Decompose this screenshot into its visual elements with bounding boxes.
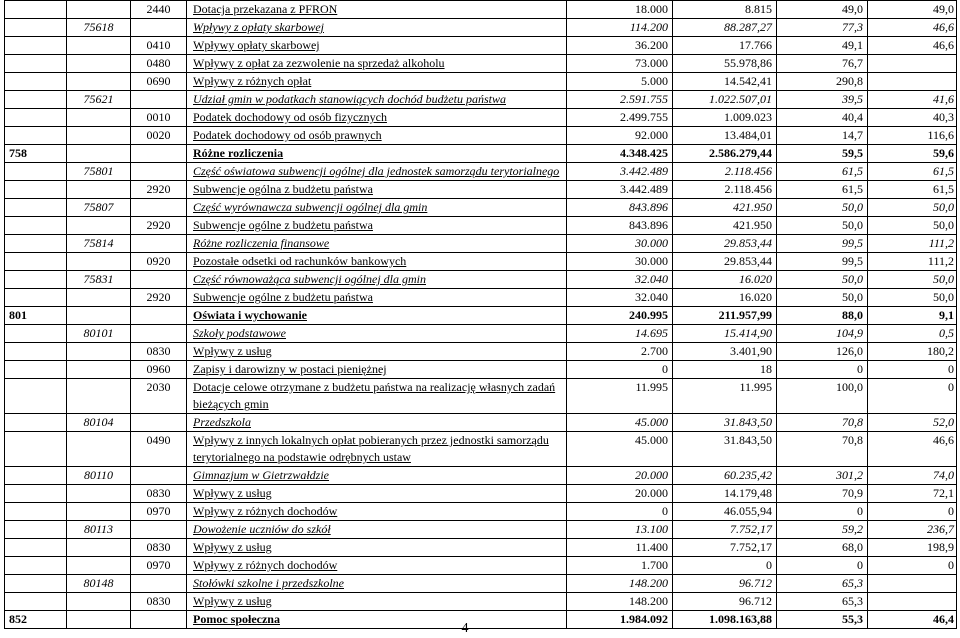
cell-procent-wykonania: 88,0 — [777, 307, 868, 325]
cell-procent-wykonania: 100,0 — [777, 379, 868, 414]
cell-paragraf — [131, 307, 187, 325]
cell-wykonanie: 8.815 — [673, 1, 777, 19]
cell-paragraf: 2920 — [131, 289, 187, 307]
cell-procent-dynamiki: 50,0 — [868, 271, 957, 289]
cell-rozdzial — [67, 73, 131, 91]
cell-wykonanie: 96.712 — [673, 575, 777, 593]
table-row — [5, 307, 957, 325]
cell-nazwa: Dotacja przekazana z PFRON — [187, 1, 567, 19]
cell-rozdzial — [67, 307, 131, 325]
cell-nazwa: Pomoc społeczna — [187, 611, 567, 629]
cell-procent-wykonania: 59,5 — [777, 145, 868, 163]
cell-rozdzial — [67, 181, 131, 199]
cell-wykonanie: 1.009.023 — [673, 109, 777, 127]
cell-rozdzial — [67, 343, 131, 361]
cell-paragraf: 0970 — [131, 557, 187, 575]
cell-nazwa: Wpływy z usług — [187, 343, 567, 361]
cell-nazwa: Szkoły podstawowe — [187, 325, 567, 343]
cell-nazwa: Dowożenie uczniów do szkół — [187, 521, 567, 539]
cell-paragraf — [131, 575, 187, 593]
cell-dzial — [5, 91, 67, 109]
cell-rozdzial — [67, 253, 131, 271]
cell-procent-dynamiki: 72,1 — [868, 485, 957, 503]
cell-procent-dynamiki: 74,0 — [868, 467, 957, 485]
cell-plan: 0 — [567, 361, 673, 379]
table-row — [5, 467, 957, 485]
cell-procent-dynamiki: 116,6 — [868, 127, 957, 145]
cell-plan: 1.700 — [567, 557, 673, 575]
cell-paragraf: 0480 — [131, 55, 187, 73]
cell-dzial: 758 — [5, 145, 67, 163]
cell-procent-wykonania: 0 — [777, 557, 868, 575]
cell-paragraf: 0410 — [131, 37, 187, 55]
cell-dzial — [5, 503, 67, 521]
table-row — [5, 271, 957, 289]
cell-procent-wykonania: 50,0 — [777, 217, 868, 235]
cell-nazwa: Oświata i wychowanie — [187, 307, 567, 325]
table-row — [5, 325, 957, 343]
cell-plan: 1.984.092 — [567, 611, 673, 629]
cell-nazwa: Udział gmin w podatkach stanowiących dochód budżetu państwa — [187, 91, 567, 109]
cell-rozdzial — [67, 1, 131, 19]
cell-dzial — [5, 521, 67, 539]
cell-procent-dynamiki — [868, 593, 957, 611]
cell-procent-dynamiki: 59,6 — [868, 145, 957, 163]
cell-rozdzial — [67, 145, 131, 163]
cell-procent-wykonania: 70,9 — [777, 485, 868, 503]
cell-nazwa: Różne rozliczenia finansowe — [187, 235, 567, 253]
cell-procent-dynamiki: 46,6 — [868, 19, 957, 37]
cell-rozdzial: 80148 — [67, 575, 131, 593]
cell-procent-dynamiki: 49,0 — [868, 1, 957, 19]
cell-nazwa: Część oświatowa subwencji ogólnej dla jednostek samorządu terytorialnego — [187, 163, 567, 181]
table-row — [5, 432, 957, 467]
page-number: 4 — [461, 621, 469, 636]
cell-dzial — [5, 55, 67, 73]
cell-wykonanie: 17.766 — [673, 37, 777, 55]
cell-rozdzial: 75621 — [67, 91, 131, 109]
cell-dzial — [5, 235, 67, 253]
cell-plan: 14.695 — [567, 325, 673, 343]
cell-procent-dynamiki: 46,6 — [868, 37, 957, 55]
cell-procent-dynamiki: 46,6 — [868, 432, 957, 467]
cell-rozdzial — [67, 485, 131, 503]
table-row — [5, 235, 957, 253]
cell-plan: 2.499.755 — [567, 109, 673, 127]
table-row — [5, 217, 957, 235]
table-row — [5, 37, 957, 55]
cell-nazwa: Podatek dochodowy od osób fizycznych — [187, 109, 567, 127]
cell-procent-wykonania: 76,7 — [777, 55, 868, 73]
cell-procent-dynamiki: 180,2 — [868, 343, 957, 361]
cell-procent-wykonania: 0 — [777, 503, 868, 521]
cell-dzial — [5, 163, 67, 181]
cell-rozdzial — [67, 217, 131, 235]
cell-rozdzial — [67, 55, 131, 73]
cell-procent-dynamiki: 0,5 — [868, 325, 957, 343]
cell-paragraf: 0690 — [131, 73, 187, 91]
cell-dzial — [5, 1, 67, 19]
cell-procent-wykonania: 50,0 — [777, 271, 868, 289]
cell-paragraf — [131, 325, 187, 343]
cell-nazwa: Różne rozliczenia — [187, 145, 567, 163]
cell-procent-wykonania: 14,7 — [777, 127, 868, 145]
table-row — [5, 557, 957, 575]
cell-plan: 73.000 — [567, 55, 673, 73]
cell-dzial — [5, 19, 67, 37]
cell-plan: 11.995 — [567, 379, 673, 414]
cell-dzial — [5, 253, 67, 271]
cell-dzial — [5, 127, 67, 145]
cell-nazwa: Wpływy z usług — [187, 539, 567, 557]
cell-procent-wykonania: 49,1 — [777, 37, 868, 55]
cell-procent-dynamiki: 111,2 — [868, 235, 957, 253]
cell-dzial: 801 — [5, 307, 67, 325]
cell-rozdzial — [67, 557, 131, 575]
cell-dzial — [5, 575, 67, 593]
cell-wykonanie: 3.401,90 — [673, 343, 777, 361]
cell-dzial — [5, 109, 67, 127]
cell-wykonanie: 29.853,44 — [673, 235, 777, 253]
cell-wykonanie: 0 — [673, 557, 777, 575]
cell-procent-wykonania: 77,3 — [777, 19, 868, 37]
cell-procent-dynamiki: 61,5 — [868, 163, 957, 181]
table-row — [5, 1, 957, 19]
cell-procent-wykonania: 39,5 — [777, 91, 868, 109]
cell-procent-wykonania: 55,3 — [777, 611, 868, 629]
cell-nazwa: Stołówki szkolne i przedszkolne — [187, 575, 567, 593]
cell-rozdzial — [67, 593, 131, 611]
table-row — [5, 127, 957, 145]
cell-plan: 30.000 — [567, 235, 673, 253]
cell-rozdzial: 75801 — [67, 163, 131, 181]
cell-nazwa: Wpływy z innych lokalnych opłat pobieranych przez jednostki samorządu terytorialnego na podstawie odrębnych ustaw — [187, 432, 567, 467]
cell-procent-dynamiki: 40,3 — [868, 109, 957, 127]
cell-paragraf — [131, 521, 187, 539]
cell-nazwa: Wpływy z usług — [187, 593, 567, 611]
cell-wykonanie: 55.978,86 — [673, 55, 777, 73]
cell-plan: 843.896 — [567, 199, 673, 217]
cell-wykonanie: 2.586.279,44 — [673, 145, 777, 163]
cell-plan: 3.442.489 — [567, 181, 673, 199]
cell-dzial — [5, 181, 67, 199]
cell-plan: 148.200 — [567, 593, 673, 611]
cell-dzial — [5, 485, 67, 503]
cell-paragraf: 0010 — [131, 109, 187, 127]
table-row — [5, 414, 957, 432]
cell-nazwa: Wpływy z różnych opłat — [187, 73, 567, 91]
cell-wykonanie: 7.752,17 — [673, 539, 777, 557]
cell-procent-dynamiki: 50,0 — [868, 217, 957, 235]
cell-wykonanie: 15.414,90 — [673, 325, 777, 343]
cell-procent-dynamiki: 111,2 — [868, 253, 957, 271]
table-row — [5, 163, 957, 181]
cell-plan: 45.000 — [567, 414, 673, 432]
cell-rozdzial: 75618 — [67, 19, 131, 37]
cell-plan: 2.700 — [567, 343, 673, 361]
cell-nazwa: Wpływy z opłat za zezwolenie na sprzedaż alkoholu — [187, 55, 567, 73]
table-body — [5, 1, 957, 629]
cell-procent-wykonania: 70,8 — [777, 432, 868, 467]
cell-plan: 114.200 — [567, 19, 673, 37]
table-row — [5, 181, 957, 199]
cell-wykonanie: 421.950 — [673, 217, 777, 235]
cell-plan: 148.200 — [567, 575, 673, 593]
cell-procent-dynamiki: 0 — [868, 503, 957, 521]
cell-procent-dynamiki: 198,9 — [868, 539, 957, 557]
table-row — [5, 73, 957, 91]
cell-procent-wykonania: 99,5 — [777, 253, 868, 271]
cell-plan: 45.000 — [567, 432, 673, 467]
cell-wykonanie: 96.712 — [673, 593, 777, 611]
cell-wykonanie: 1.098.163,88 — [673, 611, 777, 629]
cell-paragraf: 2920 — [131, 181, 187, 199]
cell-paragraf: 2030 — [131, 379, 187, 414]
cell-dzial — [5, 271, 67, 289]
cell-dzial: 852 — [5, 611, 67, 629]
cell-procent-wykonania: 290,8 — [777, 73, 868, 91]
cell-paragraf: 0830 — [131, 343, 187, 361]
cell-procent-wykonania: 301,2 — [777, 467, 868, 485]
cell-procent-wykonania: 70,8 — [777, 414, 868, 432]
cell-dzial — [5, 37, 67, 55]
cell-plan: 11.400 — [567, 539, 673, 557]
cell-plan: 2.591.755 — [567, 91, 673, 109]
cell-wykonanie: 7.752,17 — [673, 521, 777, 539]
cell-nazwa: Wpływy opłaty skarbowej — [187, 37, 567, 55]
cell-rozdzial: 80104 — [67, 414, 131, 432]
cell-paragraf — [131, 145, 187, 163]
cell-nazwa: Subwencje ogólna z budżetu państwa — [187, 181, 567, 199]
cell-rozdzial — [67, 361, 131, 379]
cell-wykonanie: 29.853,44 — [673, 253, 777, 271]
cell-procent-dynamiki — [868, 55, 957, 73]
cell-procent-wykonania: 50,0 — [777, 199, 868, 217]
cell-dzial — [5, 199, 67, 217]
cell-wykonanie: 60.235,42 — [673, 467, 777, 485]
cell-procent-dynamiki: 52,0 — [868, 414, 957, 432]
cell-dzial — [5, 73, 67, 91]
cell-nazwa: Część wyrównawcza subwencji ogólnej dla gmin — [187, 199, 567, 217]
table-row — [5, 379, 957, 414]
cell-paragraf — [131, 467, 187, 485]
budget-income-table — [4, 0, 957, 629]
cell-wykonanie: 46.055,94 — [673, 503, 777, 521]
cell-dzial — [5, 325, 67, 343]
cell-paragraf: 0490 — [131, 432, 187, 467]
cell-rozdzial: 75807 — [67, 199, 131, 217]
cell-plan: 30.000 — [567, 253, 673, 271]
cell-rozdzial — [67, 503, 131, 521]
cell-dzial — [5, 432, 67, 467]
cell-procent-dynamiki: 61,5 — [868, 181, 957, 199]
cell-paragraf: 0960 — [131, 361, 187, 379]
cell-plan: 32.040 — [567, 289, 673, 307]
cell-paragraf — [131, 235, 187, 253]
cell-nazwa: Gimnazjum w Gietrzwałdzie — [187, 467, 567, 485]
table-row — [5, 593, 957, 611]
cell-rozdzial: 80113 — [67, 521, 131, 539]
cell-wykonanie: 31.843,50 — [673, 414, 777, 432]
cell-procent-wykonania: 68,0 — [777, 539, 868, 557]
cell-rozdzial: 75831 — [67, 271, 131, 289]
cell-wykonanie: 13.484,01 — [673, 127, 777, 145]
cell-plan: 20.000 — [567, 485, 673, 503]
cell-paragraf: 0830 — [131, 485, 187, 503]
cell-paragraf — [131, 414, 187, 432]
cell-plan: 20.000 — [567, 467, 673, 485]
cell-rozdzial — [67, 37, 131, 55]
cell-paragraf: 0830 — [131, 593, 187, 611]
cell-paragraf: 0970 — [131, 503, 187, 521]
cell-paragraf: 0020 — [131, 127, 187, 145]
cell-wykonanie: 1.022.507,01 — [673, 91, 777, 109]
table-row — [5, 289, 957, 307]
cell-rozdzial: 80110 — [67, 467, 131, 485]
cell-procent-wykonania: 0 — [777, 361, 868, 379]
cell-procent-dynamiki: 0 — [868, 557, 957, 575]
table-row — [5, 109, 957, 127]
cell-paragraf — [131, 91, 187, 109]
cell-plan: 13.100 — [567, 521, 673, 539]
cell-wykonanie: 211.957,99 — [673, 307, 777, 325]
cell-procent-dynamiki: 50,0 — [868, 289, 957, 307]
cell-nazwa: Wpływy z różnych dochodów — [187, 503, 567, 521]
cell-rozdzial: 80101 — [67, 325, 131, 343]
cell-paragraf — [131, 271, 187, 289]
cell-procent-dynamiki: 0 — [868, 379, 957, 414]
cell-dzial — [5, 539, 67, 557]
cell-nazwa: Wpływy z usług — [187, 485, 567, 503]
cell-plan: 32.040 — [567, 271, 673, 289]
cell-rozdzial — [67, 289, 131, 307]
cell-rozdzial — [67, 109, 131, 127]
cell-plan: 240.995 — [567, 307, 673, 325]
cell-wykonanie: 18 — [673, 361, 777, 379]
cell-wykonanie: 2.118.456 — [673, 163, 777, 181]
cell-dzial — [5, 217, 67, 235]
cell-procent-dynamiki: 50,0 — [868, 199, 957, 217]
cell-dzial — [5, 343, 67, 361]
table-row — [5, 485, 957, 503]
cell-procent-dynamiki: 0 — [868, 361, 957, 379]
table-row — [5, 521, 957, 539]
cell-nazwa: Pozostałe odsetki od rachunków bankowych — [187, 253, 567, 271]
cell-procent-wykonania: 126,0 — [777, 343, 868, 361]
cell-dzial — [5, 361, 67, 379]
cell-paragraf: 2920 — [131, 217, 187, 235]
cell-dzial — [5, 379, 67, 414]
cell-rozdzial — [67, 432, 131, 467]
cell-wykonanie: 16.020 — [673, 289, 777, 307]
table-row — [5, 145, 957, 163]
cell-procent-dynamiki — [868, 575, 957, 593]
cell-wykonanie: 2.118.456 — [673, 181, 777, 199]
cell-wykonanie: 31.843,50 — [673, 432, 777, 467]
table-row — [5, 503, 957, 521]
cell-procent-wykonania: 99,5 — [777, 235, 868, 253]
table-row — [5, 55, 957, 73]
cell-procent-wykonania: 61,5 — [777, 181, 868, 199]
cell-plan: 5.000 — [567, 73, 673, 91]
cell-plan: 36.200 — [567, 37, 673, 55]
cell-dzial — [5, 557, 67, 575]
cell-dzial — [5, 467, 67, 485]
cell-procent-wykonania: 65,3 — [777, 575, 868, 593]
cell-nazwa: Dotacje celowe otrzymane z budżetu państwa na realizację własnych zadań bieżących gmin — [187, 379, 567, 414]
cell-plan: 4.348.425 — [567, 145, 673, 163]
cell-procent-dynamiki — [868, 73, 957, 91]
cell-wykonanie: 14.542,41 — [673, 73, 777, 91]
cell-wykonanie: 11.995 — [673, 379, 777, 414]
cell-rozdzial — [67, 379, 131, 414]
cell-procent-wykonania: 40,4 — [777, 109, 868, 127]
cell-wykonanie: 421.950 — [673, 199, 777, 217]
cell-procent-dynamiki: 46,4 — [868, 611, 957, 629]
table-row — [5, 199, 957, 217]
cell-procent-wykonania: 65,3 — [777, 593, 868, 611]
table-row — [5, 343, 957, 361]
cell-paragraf: 0920 — [131, 253, 187, 271]
cell-nazwa: Część równoważąca subwencji ogólnej dla gmin — [187, 271, 567, 289]
table-row — [5, 253, 957, 271]
table-row — [5, 575, 957, 593]
cell-procent-dynamiki: 236,7 — [868, 521, 957, 539]
cell-procent-wykonania: 50,0 — [777, 289, 868, 307]
cell-rozdzial — [67, 539, 131, 557]
cell-procent-dynamiki: 41,6 — [868, 91, 957, 109]
table-row — [5, 19, 957, 37]
cell-plan: 843.896 — [567, 217, 673, 235]
cell-procent-wykonania: 49,0 — [777, 1, 868, 19]
cell-procent-wykonania: 59,2 — [777, 521, 868, 539]
cell-paragraf: 0830 — [131, 539, 187, 557]
cell-plan: 92.000 — [567, 127, 673, 145]
cell-plan: 3.442.489 — [567, 163, 673, 181]
cell-nazwa: Wpływy z różnych dochodów — [187, 557, 567, 575]
cell-paragraf — [131, 19, 187, 37]
cell-paragraf — [131, 199, 187, 217]
cell-nazwa: Subwencje ogólne z budżetu państwa — [187, 217, 567, 235]
cell-procent-wykonania: 104,9 — [777, 325, 868, 343]
cell-nazwa: Subwencje ogólne z budżetu państwa — [187, 289, 567, 307]
cell-wykonanie: 14.179,48 — [673, 485, 777, 503]
cell-wykonanie: 88.287,27 — [673, 19, 777, 37]
cell-dzial — [5, 593, 67, 611]
cell-nazwa: Wpływy z opłaty skarbowej — [187, 19, 567, 37]
cell-rozdzial — [67, 127, 131, 145]
cell-nazwa: Podatek dochodowy od osób prawnych — [187, 127, 567, 145]
cell-rozdzial: 75814 — [67, 235, 131, 253]
cell-procent-dynamiki: 9,1 — [868, 307, 957, 325]
cell-plan: 0 — [567, 503, 673, 521]
cell-nazwa: Zapisy i darowizny w postaci pieniężnej — [187, 361, 567, 379]
cell-paragraf — [131, 163, 187, 181]
table-row — [5, 91, 957, 109]
cell-wykonanie: 16.020 — [673, 271, 777, 289]
cell-nazwa: Przedszkola — [187, 414, 567, 432]
table-row — [5, 539, 957, 557]
cell-paragraf: 2440 — [131, 1, 187, 19]
cell-plan: 18.000 — [567, 1, 673, 19]
cell-dzial — [5, 289, 67, 307]
table-row — [5, 361, 957, 379]
cell-procent-wykonania: 61,5 — [777, 163, 868, 181]
cell-dzial — [5, 414, 67, 432]
